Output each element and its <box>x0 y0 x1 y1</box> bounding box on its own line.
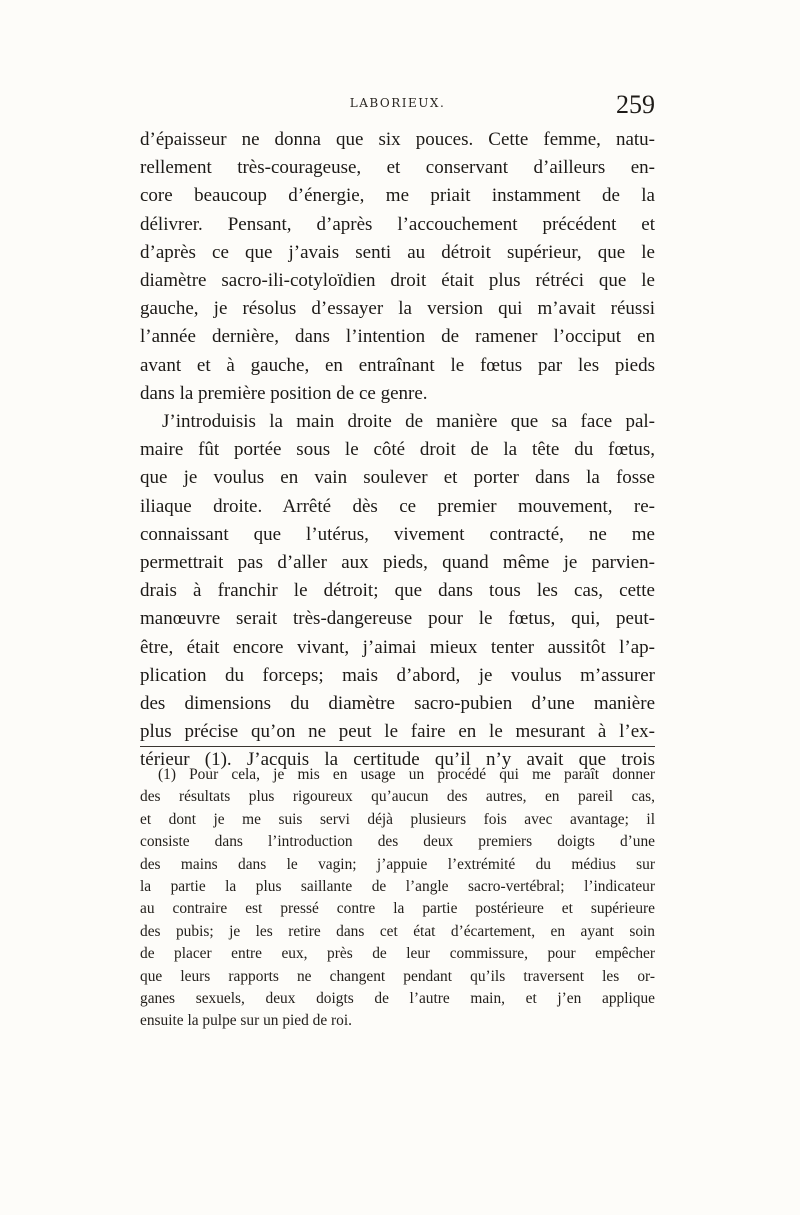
footnote-line: des pubis; je les retire dans cet état d’écartement, en ayant soin <box>140 922 655 940</box>
body-line: plus précise qu’on ne peut le faire en le mesurant à l’ex- <box>140 721 655 743</box>
body-line: iliaque droite. Arrêté dès ce premier mouvement, re- <box>140 495 655 517</box>
body-line: connaissant que l’utérus, vivement contracté, ne me <box>140 523 655 545</box>
footnote-line: ganes sexuels, deux doigts de l’autre main, et j’en applique <box>140 990 655 1008</box>
page-header <box>140 90 655 130</box>
body-line: avant et à gauche, en entraînant le fœtus par les pieds <box>140 354 655 376</box>
body-line: l’année dernière, dans l’intention de ramener l’occiput en <box>140 326 655 348</box>
footnote-line: de placer entre eux, près de leur commissure, pour empêcher <box>140 945 655 963</box>
body-line: J’introduisis la main droite de manière que sa face pal- <box>162 411 655 433</box>
body-line: dans la première position de ce genre. <box>140 382 428 404</box>
footnote-line: (1) Pour cela, je mis en usage un procédé qui me paraît donner <box>158 766 655 783</box>
body-line: diamètre sacro-ili-cotyloïdien droit était plus rétréci que le <box>140 270 655 292</box>
body-line: que je voulus en vain soulever et porter dans la fosse <box>140 467 655 489</box>
footnote-line: que leurs rapports ne changent pendant qu’ils traversent les or- <box>140 967 655 985</box>
footnote-line: ensuite la pulpe sur un pied de roi. <box>140 1012 352 1030</box>
body-line: d’après ce que j’avais senti au détroit supérieur, que le <box>140 241 655 263</box>
body-line: délivrer. Pensant, d’après l’accouchement précédent et <box>140 213 655 235</box>
footnote-divider <box>140 746 655 747</box>
body-line: des dimensions du diamètre sacro-pubien d’une manière <box>140 693 655 715</box>
body-line: térieur (1). J’acquis la certitude qu’il n’y avait que trois <box>140 749 655 771</box>
body-line: d’épaisseur ne donna que six pouces. Cette femme, natu- <box>140 129 655 150</box>
footnote-line: et dont je me suis servi déjà plusieurs fois avec avantage; il <box>140 810 655 828</box>
footnote-line: consiste dans l’introduction des deux premiers doigts d’une <box>140 833 655 851</box>
body-line: gauche, je résolus d’essayer la version qui m’avait réussi <box>140 298 655 320</box>
footnote-line: des résultats plus rigoureux qu’aucun des autres, en pareil cas, <box>140 788 655 806</box>
body-text <box>140 126 655 775</box>
body-line: manœuvre serait très-dangereuse pour le fœtus, qui, peut- <box>140 608 655 630</box>
body-line: être, était encore vivant, j’aimai mieux tenter aussitôt l’ap- <box>140 636 655 658</box>
footnote-line: des mains dans le vagin; j’appuie l’extrémité du médius sur <box>140 855 655 873</box>
body-line: permettrait pas d’aller aux pieds, quand même je parvien- <box>140 552 655 574</box>
footnote <box>140 764 655 1033</box>
body-line: plication du forceps; mais d’abord, je voulus m’assurer <box>140 664 655 686</box>
body-line: maire fût portée sous le côté droit de la tête du fœtus, <box>140 439 655 461</box>
page-number: 259 <box>616 90 655 119</box>
body-line: rellement très-courageuse, et conservant d’ailleurs en- <box>140 157 655 179</box>
footnote-line: la partie la plus saillante de l’angle sacro-vertébral; l’indicateur <box>140 878 655 896</box>
footnote-line: au contraire est pressé contre la partie postérieure et supérieure <box>140 900 655 918</box>
running-title: LABORIEUX. <box>349 96 446 110</box>
body-line: core beaucoup d’énergie, me priait instamment de la <box>140 185 655 207</box>
body-line: drais à franchir le détroit; que dans tous les cas, cette <box>140 580 655 602</box>
